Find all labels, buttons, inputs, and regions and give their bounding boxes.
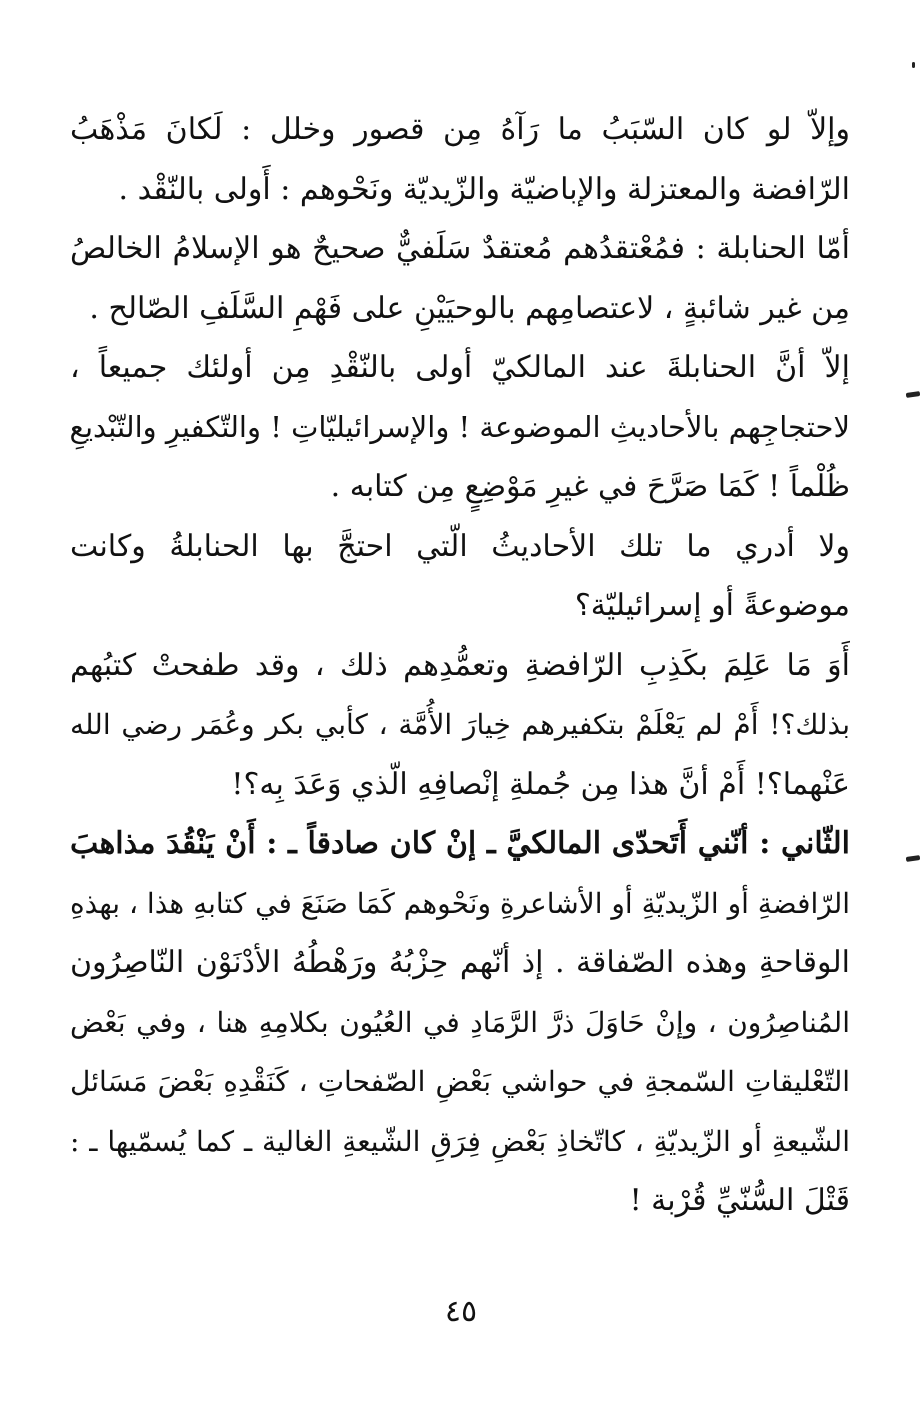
text-line: ظُلْماً ! كَمَا صَرَّحَ في غيرِ مَوْضِعٍ مِن كتابه . [330, 469, 850, 504]
text-line: الوقاحةِ وهذه الصّفاقة . إذ أنّهم حِزْبُهُ ورَهْطُهُ الأدْنَوْن النّاصِرُون [70, 945, 850, 980]
scan-artifact-mark [912, 62, 915, 68]
text-line: أَوَ مَا عَلِمَ بكَذِبِ الرّافضةِ وتعمُّدِهم ذلك ، وقد طفحتْ كتبُهم [70, 647, 850, 683]
text-line: الثّاني : أنّني أَتَحدّى المالكيَّ ـ إنْ كان صادقاً ـ : أَنْ يَنْقُدَ مذاهبَ [70, 826, 850, 861]
text-line: مِن غير شائبةٍ ، لاعتصامِهم بالوحيَيْنِ على فَهْمِ السَّلَفِ الصّالح . [89, 290, 850, 326]
text-line: بذلك؟! أَمْ لم يَعْلَمْ بتكفيرهم خِيارَ الأُمَّة ، كأبي بكر وعُمَر رضي الله [70, 708, 850, 741]
text-line: عَنْهما؟! أَمْ أنَّ هذا مِن جُملةِ إنْصافِهِ الّذي وَعَدَ بِه؟! [231, 766, 850, 802]
text-line: المُناصِرُون ، وإنْ حَاوَلَ ذرَّ الرَّمَادِ في العُيُون بكلامِهِ هنا ، وفي بَعْض [70, 1005, 850, 1039]
scan-artifact-mark [906, 391, 921, 398]
text-line: قَتْلَ السُّنّيِّ قُرْبة ! [629, 1183, 850, 1218]
text-line: وإلاّ لو كان السّبَبُ ما رَآهُ مِن قصور وخلل : لَكانَ مَذْهَبُ [70, 112, 850, 147]
text-line: أمّا الحنابلة : فمُعْتقدُهم مُعتقدٌ سَلَفيٌّ صحيحٌ هو الإسلامُ الخالصُ [70, 231, 850, 266]
scan-artifact-mark [906, 855, 921, 862]
text-line: ولا أدري ما تلك الأحاديثُ الّتي احتجَّ بها الحنابلةُ وكانت [70, 528, 850, 564]
text-line: الشّيعةِ أو الزّيديّةِ ، كاتّخاذِ بَعْضِ فِرَقِ الشّيعةِ الغالية ـ كما يُسمّيها ـ : [70, 1124, 850, 1158]
text-line: التّعْليقاتِ السّمجةِ في حواشي بَعْضِ الصّفحاتِ ، كَنَقْدِهِ بَعْضَ مَسَائل [70, 1065, 850, 1098]
text-line: لاحتجاجِهم بالأحاديثِ الموضوعة ! والإسرائيليّاتِ ! والتّكفيرِ والتّبْديعِ [70, 409, 850, 444]
text-line: موضوعةً أو إسرائيليّة؟ [574, 588, 850, 623]
text-line: الرّافضة والمعتزلة والإباضيّة والزّيديّة ونَحْوهم : أَولى بالنّقْد . [118, 171, 850, 207]
text-line: الرّافضةِ أو الزّيديّةِ أو الأشاعرةِ ونَحْوهم كَمَا صَنَعَ في كتابهِ هذا ، بهذهِ [70, 886, 850, 920]
body-text [70, 100, 850, 1231]
text-line: إلاّ أنَّ الحنابلةَ عند المالكيّ أولى بالنّقْدِ مِن أولئك جميعاً ، [70, 350, 850, 385]
page-number: ٤٥ [444, 1294, 478, 1329]
